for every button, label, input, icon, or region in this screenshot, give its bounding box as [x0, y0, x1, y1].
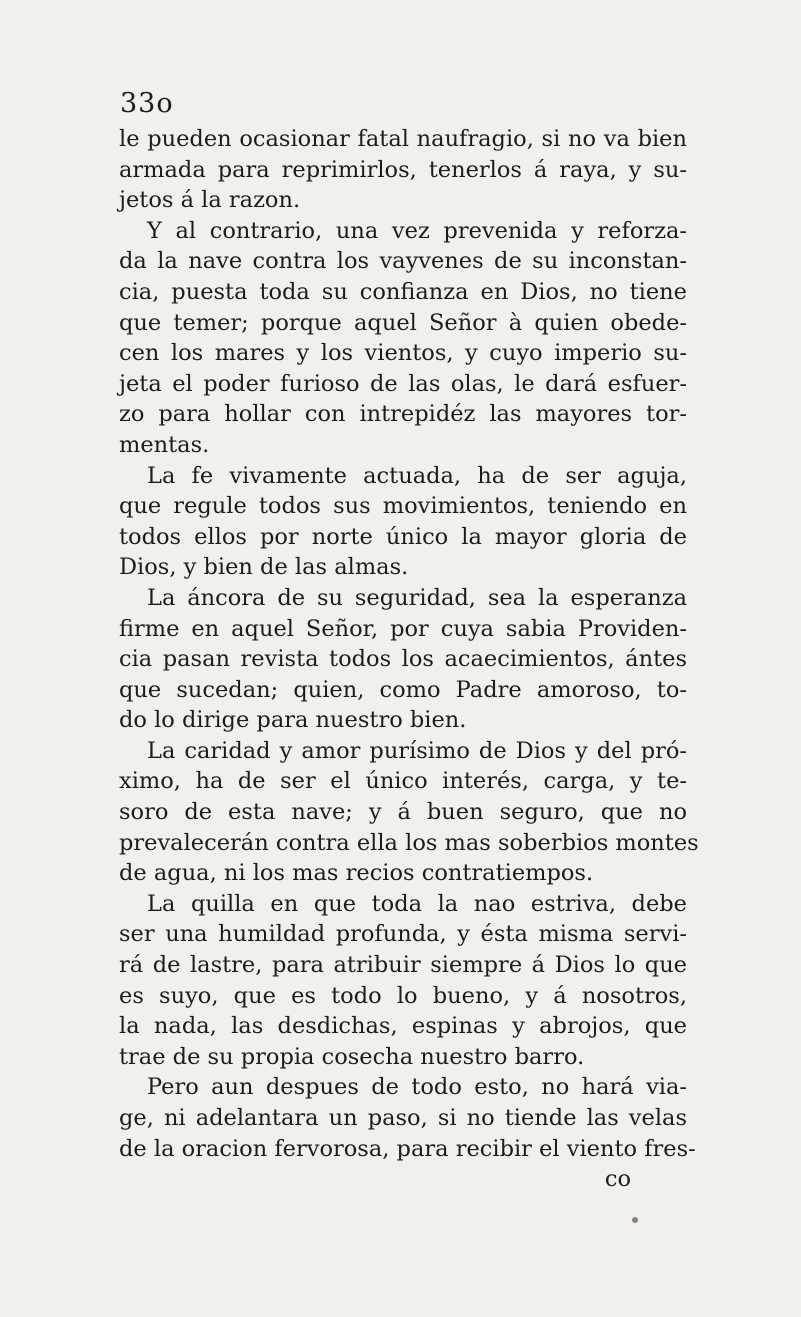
text-line: que regule todos sus movimientos, teniendo en: [119, 493, 687, 520]
text-line: prevalecerán contra ella los mas soberbios montes: [119, 829, 699, 856]
text-line: La fe vivamente actuada, ha de ser aguja,: [147, 462, 687, 489]
text-line: do lo dirige para nuestro bien.: [119, 707, 467, 734]
text-line: todos ellos por norte único la mayor gloria de: [119, 523, 687, 550]
ink-spot: [632, 1217, 638, 1223]
text-line: firme en aquel Señor, por cuya sabia Providen-: [119, 615, 687, 642]
text-line: La quilla en que toda la nao estriva, debe: [147, 890, 687, 917]
text-line: cia pasan revista todos los acaecimientos, ántes: [119, 646, 687, 673]
catchword: co: [604, 1166, 631, 1193]
text-line: La áncora de su seguridad, sea la esperanza: [147, 584, 687, 611]
page-number: 33o: [120, 88, 174, 119]
text-line: la nada, las desdichas, espinas y abrojos, que: [119, 1013, 687, 1040]
text-line: armada para reprimirlos, tenerlos á raya, y su-: [119, 156, 687, 183]
text-line: que temer; porque aquel Señor à quien obede-: [119, 309, 687, 336]
text-line: que sucedan; quien, como Padre amoroso, to-: [119, 676, 687, 703]
text-line: le pueden ocasionar fatal naufragio, si no va bien: [119, 126, 687, 152]
text-line: es suyo, que es todo lo bueno, y á nosotros,: [119, 982, 687, 1009]
text-line: zo para hollar con intrepidéz las mayores tor-: [119, 401, 687, 428]
text-line: Y al contrario, una vez prevenida y reforza-: [147, 217, 687, 244]
text-line: Dios, y bien de las almas.: [119, 554, 409, 581]
text-line: ximo, ha de ser el único interés, carga, y te-: [119, 768, 687, 795]
text-line: cen los mares y los vientos, y cuyo imperio su-: [119, 340, 687, 367]
text-line: jetos á la razon.: [119, 187, 301, 214]
text-line: La caridad y amor purísimo de Dios y del pró-: [147, 737, 687, 764]
text-line: trae de su propia cosecha nuestro barro.: [119, 1043, 585, 1070]
text-line: cia, puesta toda su confianza en Dios, no tiene: [119, 278, 687, 305]
text-line: da la nave contra los vayvenes de su inconstan-: [119, 248, 687, 275]
text-line: Pero aun despues de todo esto, no hará via-: [147, 1074, 687, 1101]
text-line: jeta el poder furioso de las olas, le dará esfuer-: [119, 370, 687, 397]
body-text: [119, 124, 699, 1195]
text-line: de la oracion fervorosa, para recibir el viento fres-: [119, 1135, 696, 1162]
text-line: ser una humildad profunda, y ésta misma servi-: [119, 921, 687, 948]
text-line: mentas.: [119, 431, 210, 458]
text-line: ge, ni adelantara un paso, si no tiende las velas: [119, 1105, 687, 1131]
text-line: rá de lastre, para atribuir siempre á Dios lo que: [119, 952, 687, 979]
text-line: de agua, ni los mas recios contratiempos.: [119, 860, 594, 887]
text-line: soro de esta nave; y á buen seguro, que no: [119, 799, 687, 826]
